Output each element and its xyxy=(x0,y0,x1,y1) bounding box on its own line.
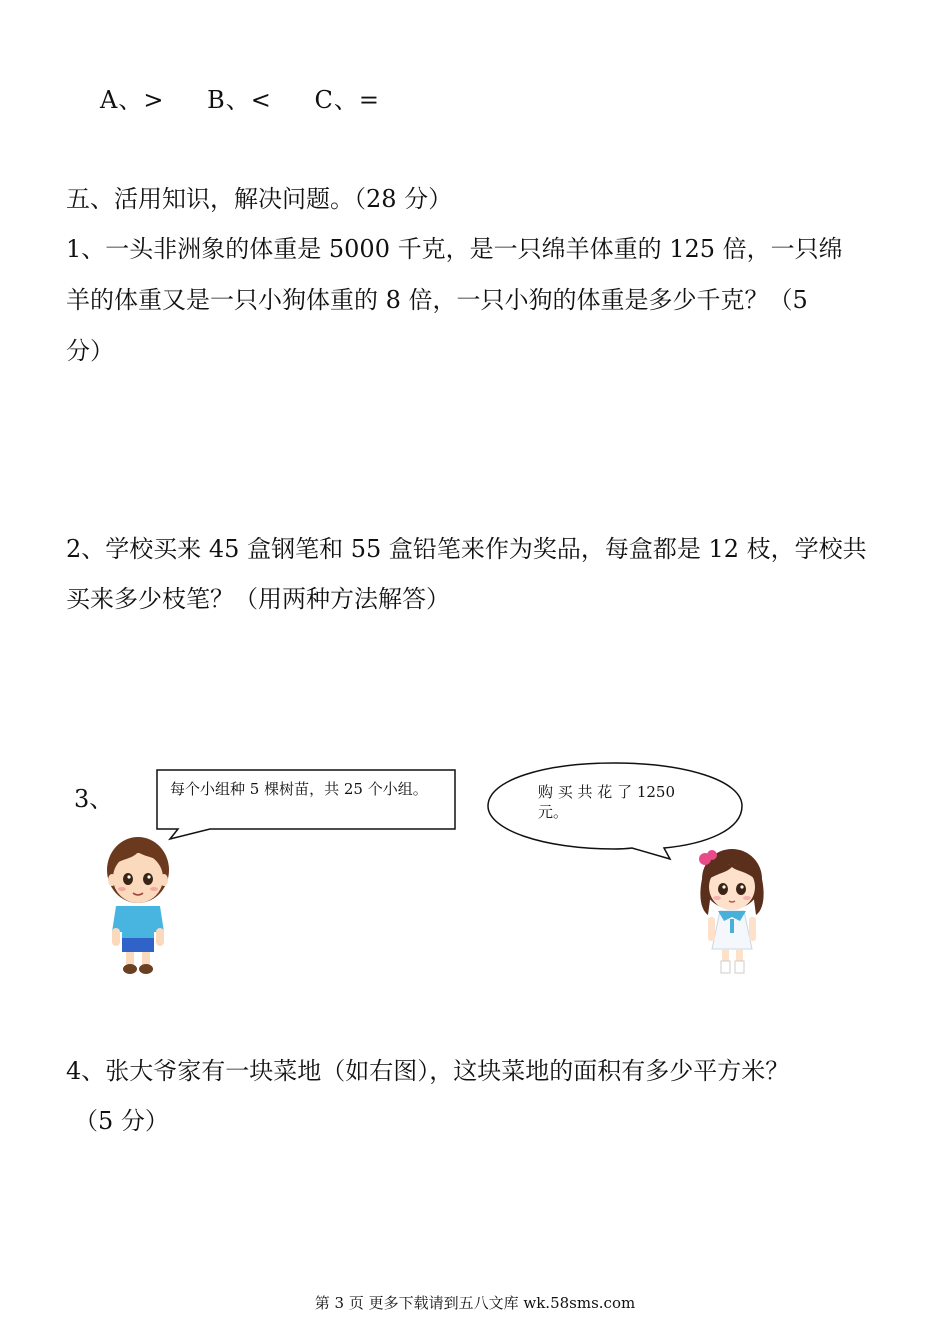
q1-line-2: 羊的体重又是一只小狗体重的 8 倍，一只小狗的体重是多少千克？（5 xyxy=(66,286,808,314)
option-a: A、> xyxy=(100,86,165,114)
q2-line-2: 买来多少枝笔？（用两种方法解答） xyxy=(66,585,450,613)
q4-line-1: 4、张大爷家有一块菜地（如右图），这块菜地的面积有多少平方米？ xyxy=(66,1057,790,1085)
q3-number: 3、 xyxy=(74,785,114,813)
boy-speech-text: 每个小组种 5 棵树苗，共 25 个小组。 xyxy=(170,780,428,798)
boy-speech-bubble xyxy=(150,765,460,845)
page-footer: 第 3 页 更多下载请到五八文库 wk.58sms.com xyxy=(314,1294,636,1312)
boy-illustration xyxy=(98,832,178,977)
section-5-title: 五、活用知识，解决问题。（28 分） xyxy=(66,185,453,213)
girl-speech-text-2: 元。 xyxy=(538,803,569,821)
girl-illustration xyxy=(690,845,775,980)
option-c: C、= xyxy=(314,86,380,114)
q2-line-1: 2、学校买来 45 盒钢笔和 55 盒铅笔来作为奖品，每盒都是 12 枝，学校共 xyxy=(66,535,867,563)
answer-options xyxy=(100,85,414,115)
q4-line-2: （5 分） xyxy=(74,1107,169,1135)
q1-line-1: 1、一头非洲象的体重是 5000 千克，是一只绵羊体重的 125 倍，一只绵 xyxy=(66,235,843,263)
q1-line-3: 分） xyxy=(66,337,114,365)
option-b: B、< xyxy=(207,86,272,114)
girl-speech-text-1: 购 买 共 花 了 1250 xyxy=(538,783,676,801)
